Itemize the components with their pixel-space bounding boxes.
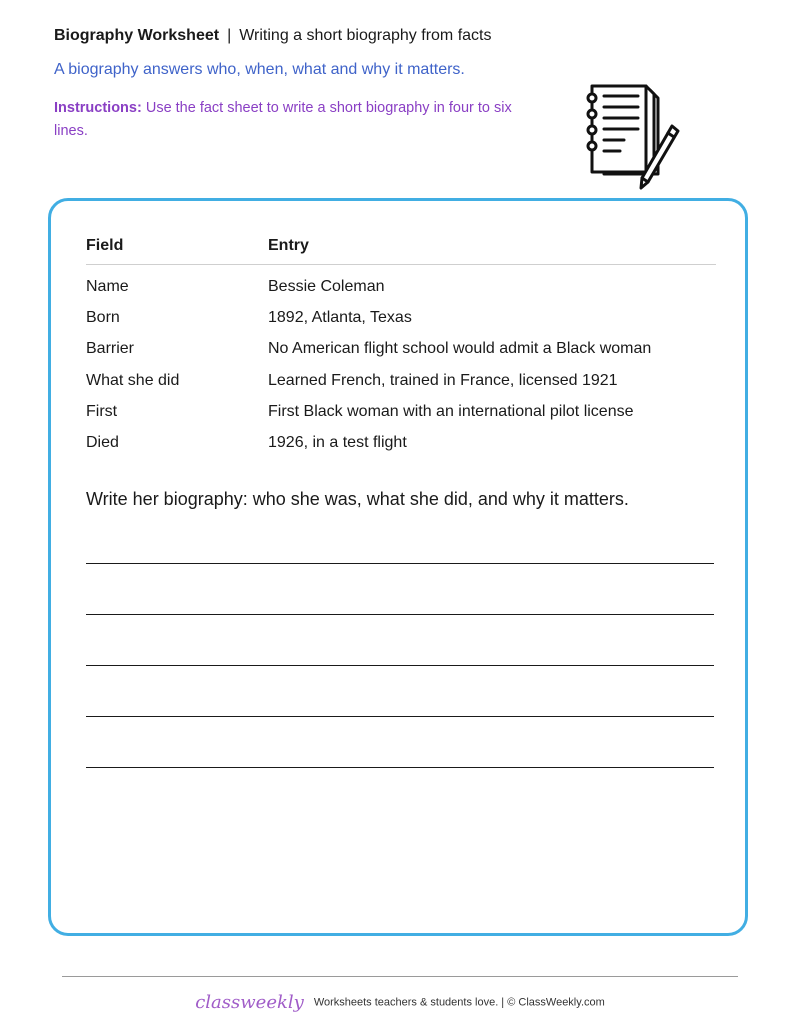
table-header-row bbox=[86, 235, 716, 265]
table-row bbox=[86, 302, 716, 333]
header-separator: | bbox=[227, 27, 232, 44]
writing-line[interactable] bbox=[86, 767, 714, 768]
field-cell: Born bbox=[86, 308, 120, 326]
writing-line[interactable] bbox=[86, 665, 714, 666]
writing-line[interactable] bbox=[86, 716, 714, 717]
field-cell: Name bbox=[86, 277, 129, 295]
table-row bbox=[86, 334, 716, 365]
entry-cell: Bessie Coleman bbox=[268, 277, 385, 295]
field-cell: Barrier bbox=[86, 340, 135, 358]
table-row bbox=[86, 365, 716, 396]
entry-cell: No American flight school would admit a Black woman bbox=[268, 340, 652, 358]
footer-text: Worksheets teachers & students love. | © ClassWeekly.com bbox=[313, 996, 605, 1009]
notepad-with-pencil-icon bbox=[580, 80, 690, 195]
column-header-entry: Entry bbox=[268, 235, 716, 265]
field-cell: First bbox=[86, 402, 118, 420]
instructions-label: Instructions: bbox=[54, 100, 142, 116]
table-row bbox=[86, 396, 716, 427]
entry-cell: 1892, Atlanta, Texas bbox=[268, 308, 412, 326]
worksheet-title: Biography Worksheet bbox=[54, 27, 220, 44]
footer-divider bbox=[62, 976, 738, 977]
table-row bbox=[86, 427, 716, 458]
entry-cell: Learned French, trained in France, licensed 1921 bbox=[268, 371, 618, 389]
worksheet-header bbox=[54, 27, 491, 45]
worksheet-subtitle: Writing a short biography from facts bbox=[239, 27, 492, 44]
instructions-text: Use the fact sheet to write a short biography in four to six lines. bbox=[54, 100, 512, 139]
tagline: A biography answers who, when, what and why it matters. bbox=[54, 61, 465, 78]
writing-prompt: Write her biography: who she was, what she did, and why it matters. bbox=[86, 489, 629, 509]
field-cell: Died bbox=[86, 434, 119, 452]
footer bbox=[0, 992, 800, 1013]
fact-table bbox=[86, 235, 716, 459]
entry-cell: 1926, in a test flight bbox=[268, 434, 407, 452]
table-row bbox=[86, 265, 716, 303]
writing-line[interactable] bbox=[86, 614, 714, 615]
entry-cell: First Black woman with an international pilot license bbox=[268, 402, 634, 420]
brand-logo: classweekly bbox=[195, 992, 304, 1013]
fact-sheet-card bbox=[48, 198, 748, 936]
field-cell: What she did bbox=[86, 371, 180, 389]
writing-line[interactable] bbox=[86, 563, 714, 564]
instructions bbox=[54, 97, 544, 143]
column-header-field: Field bbox=[86, 235, 268, 265]
